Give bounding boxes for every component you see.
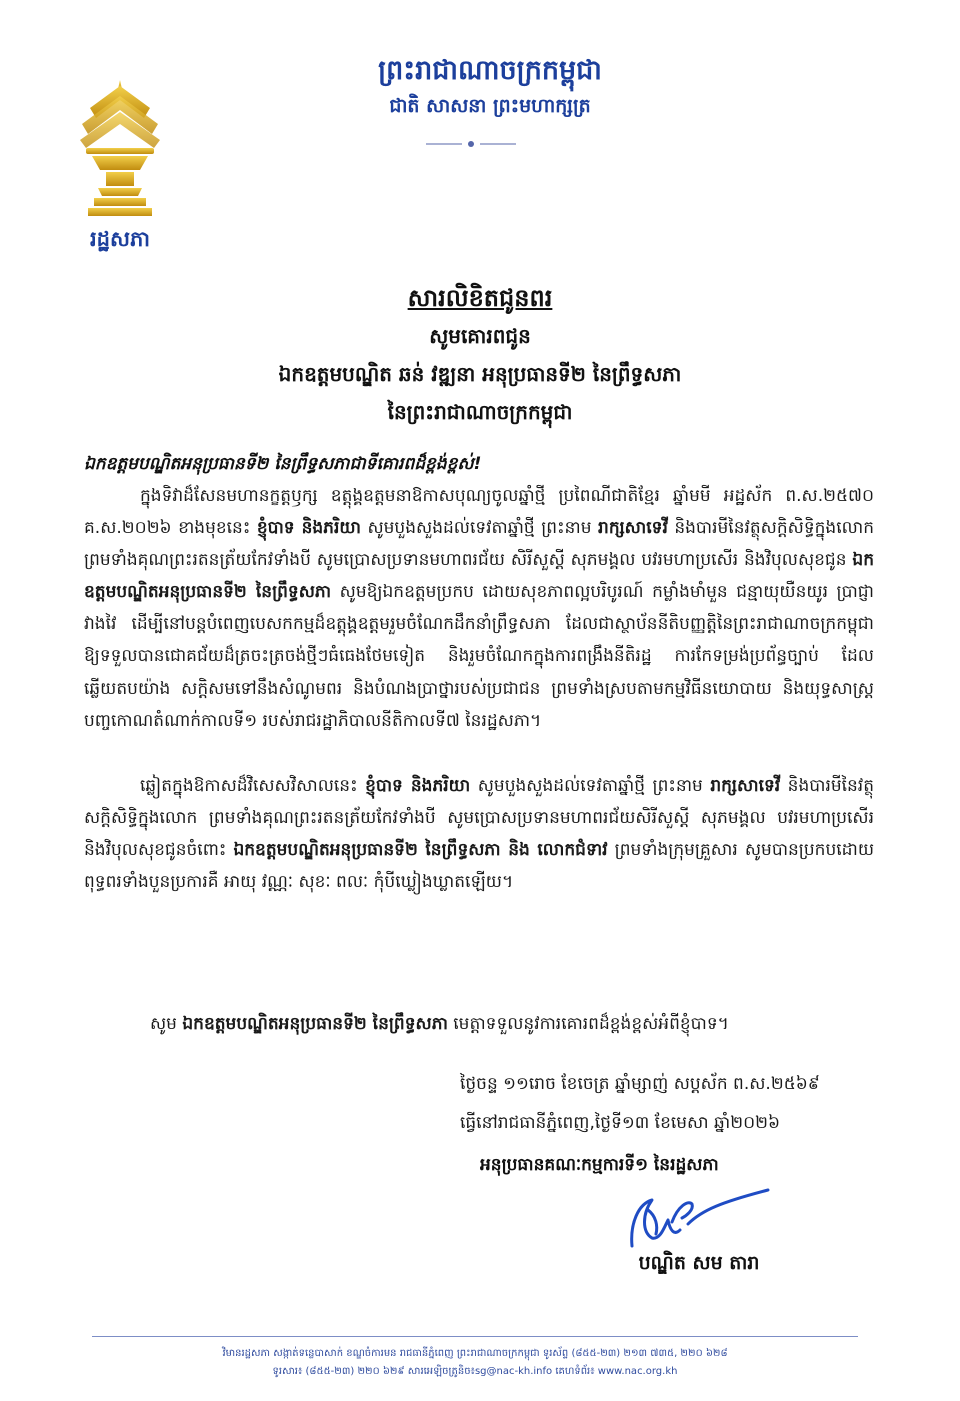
divider-ornament-icon xyxy=(426,140,516,148)
body-paragraph-2: ឆ្លៀតក្នុងឱកាសដ៏វិសេសវិសាលនេះ ខ្ញុំបាទ និងភរិយា សូមបួងសួងដល់ទេវតាឆ្នាំថ្មី ព្រះនាម រាក្សសាទេវី និងបារមីនៃវត្ថុសក្តិសិទ្ធិក្នុងលោក ព្រមទាំងគុណព្រះរតនត្រ័យកែវទាំងបី សូមប្រោសប្រទានមហាពរជ័យសិរីសួស្តី សុភមង្គល បវរមហាប្រសើរ និងវិបុលសុខជូនចំពោះ ឯកឧត្តមបណ្ឌិតអនុប្រធានទី២ នៃព្រឹទ្ធសភា និង លោកជំទាវ ព្រមទាំងក្រុមគ្រួសារ សូមបានប្រកបដោយពុទ្ធពរទាំងបួនប្រការគឺ អាយុ វណ្ណៈ សុខៈ ពលៈ កុំបីឃ្លៀងឃ្លាតឡើយ។ xyxy=(84,776,875,893)
addressee-line-2: ឯកឧត្តមបណ្ឌិត ឆន់ វឌ្ឍនា អនុប្រធានទី២ នៃព្រឹទ្ធសភា xyxy=(278,362,682,386)
footer-divider xyxy=(92,1336,858,1337)
addressee-line-3: នៃព្រះរាជាណាចក្រកម្ពុជា xyxy=(387,400,573,424)
letter-title: សារលិខិតជូនពរ xyxy=(407,284,553,312)
salutation: ឯកឧត្តមបណ្ឌិតអនុប្រធានទី២ នៃព្រឹទ្ធសភាជាទីគោរពដ៏ខ្ពង់ខ្ពស់! xyxy=(84,454,482,474)
institution-name: រដ្ឋសភា xyxy=(90,227,150,251)
date-lunar: ថ្ងៃចន្ទ ១១រោច ខែចេត្រ ឆ្នាំម្សាញ់ សប្តស័ក ព.ស.២៥៦៩ xyxy=(460,1074,820,1094)
date-solar: ធ្វើនៅរាជធានីភ្នំពេញ,ថ្ងៃទី១៣ ខែមេសា ឆ្នាំ២០២៦ xyxy=(460,1113,781,1133)
national-motto: ជាតិ សាសនា ព្រះមហាក្សត្រ xyxy=(389,95,591,117)
parliament-emblem-icon xyxy=(72,78,168,218)
body-paragraph-1: ក្នុងទិវាដ៏សែនមហានក្ខត្តឫក្ស ឧត្តុង្គឧត្តមនាឱកាសបុណ្យចូលឆ្នាំថ្មី ប្រពៃណីជាតិខ្មែរ ឆ្នាំមមី អដ្ឋស័ក ព.ស.២៥៧០ គ.ស.២០២៦ ខាងមុខនេះ ខ្ញុំបាទ និងភរិយា សូមបួងសួងដល់ទេវតាឆ្នាំថ្មី ព្រះនាម រាក្សសាទេវី និងបារមីនៃវត្ថុសក្តិសិទ្ធិក្នុងលោក ព្រមទាំងគុណព្រះរតនត្រ័យកែវទាំងបី សូមប្រោសប្រទានមហាពរជ័យ សិរីសួស្តី សុភមង្គល បវរមហាប្រសើរ និងវិបុលសុខជូន ឯកឧត្តមបណ្ឌិតអនុប្រធានទី២ នៃព្រឹទ្ធសភា សូមឱ្យឯកឧត្តមប្រកប ដោយសុខភាពល្អបរិបូរណ៍ កម្លាំងមាំមួន ជន្មាយុយឺនយូរ ប្រាជ្ញាវាងវៃ ដើម្បីនៅបន្តបំពេញបេសកកម្មដ៏ឧត្តុង្គឧត្តមរួមចំណែកដឹកនាំព្រឹទ្ធសភា ដែលជាស្ថាប័ននីតិបញ្ញត្តិនៃព្រះរាជាណាចក្រកម្ពុជា ឱ្យទទួលបានជោគជ័យដ៏ត្រចះត្រចង់ថ្មីៗធំធេងថែមទៀត និងរួមចំណែកក្នុងការពង្រឹងនីតិរដ្ឋ ការកែទម្រង់ប្រព័ន្ធច្បាប់ ដែលឆ្លើយតបយ៉ាង សក្តិសមទៅនឹងសំណូមពរ និងបំណងប្រាថ្នារបស់ប្រជាជន ព្រមទាំងស្របតាមកម្មវិធីនយោបាយ និងយុទ្ធសាស្ត្របញ្ចកោណតំណាក់កាលទី១ របស់រាជរដ្ឋាភិបាលនីតិកាលទី៧ នៃរដ្ឋសភា។ xyxy=(84,486,874,731)
footer-contact: ទូរសារ៖ (៨៥៥-២៣) ២២០ ៦២៩ សារអេឡិចត្រូនិច៖sg@nac-kh.info គេហទំព័រ៖ www.nac.org.kh xyxy=(272,1366,678,1377)
signer-title: អនុប្រធានគណៈកម្មការទី១ នៃរដ្ឋសភា xyxy=(480,1155,719,1175)
signer-name: បណ្ឌិត សម តារា xyxy=(638,1252,760,1274)
addressee-line-1: សូមគោរពជូន xyxy=(429,324,531,348)
kingdom-heading: ព្រះរាជាណាចក្រកម្ពុជា xyxy=(378,55,602,86)
handwritten-signature xyxy=(612,1180,772,1260)
footer-address: វិមានរដ្ឋសភា សង្កាត់ទន្លេបាសាក់ ខណ្ឌចំការមន រាជធានីភ្នំពេញ ព្រះរាជាណាចក្រកម្ពុជា ទូរស័ព្ទ (៨៥៥-២៣) ២១៣ ៧៣៥, ២២០ ៦២៨ xyxy=(222,1348,728,1359)
closing-line: សូម ឯកឧត្តមបណ្ឌិតអនុប្រធានទី២ នៃព្រឹទ្ធសភា មេត្តាទទួលនូវការគោរពដ៏ខ្ពង់ខ្ពស់អំពីខ្ញុំបាទ។ xyxy=(150,1014,729,1034)
